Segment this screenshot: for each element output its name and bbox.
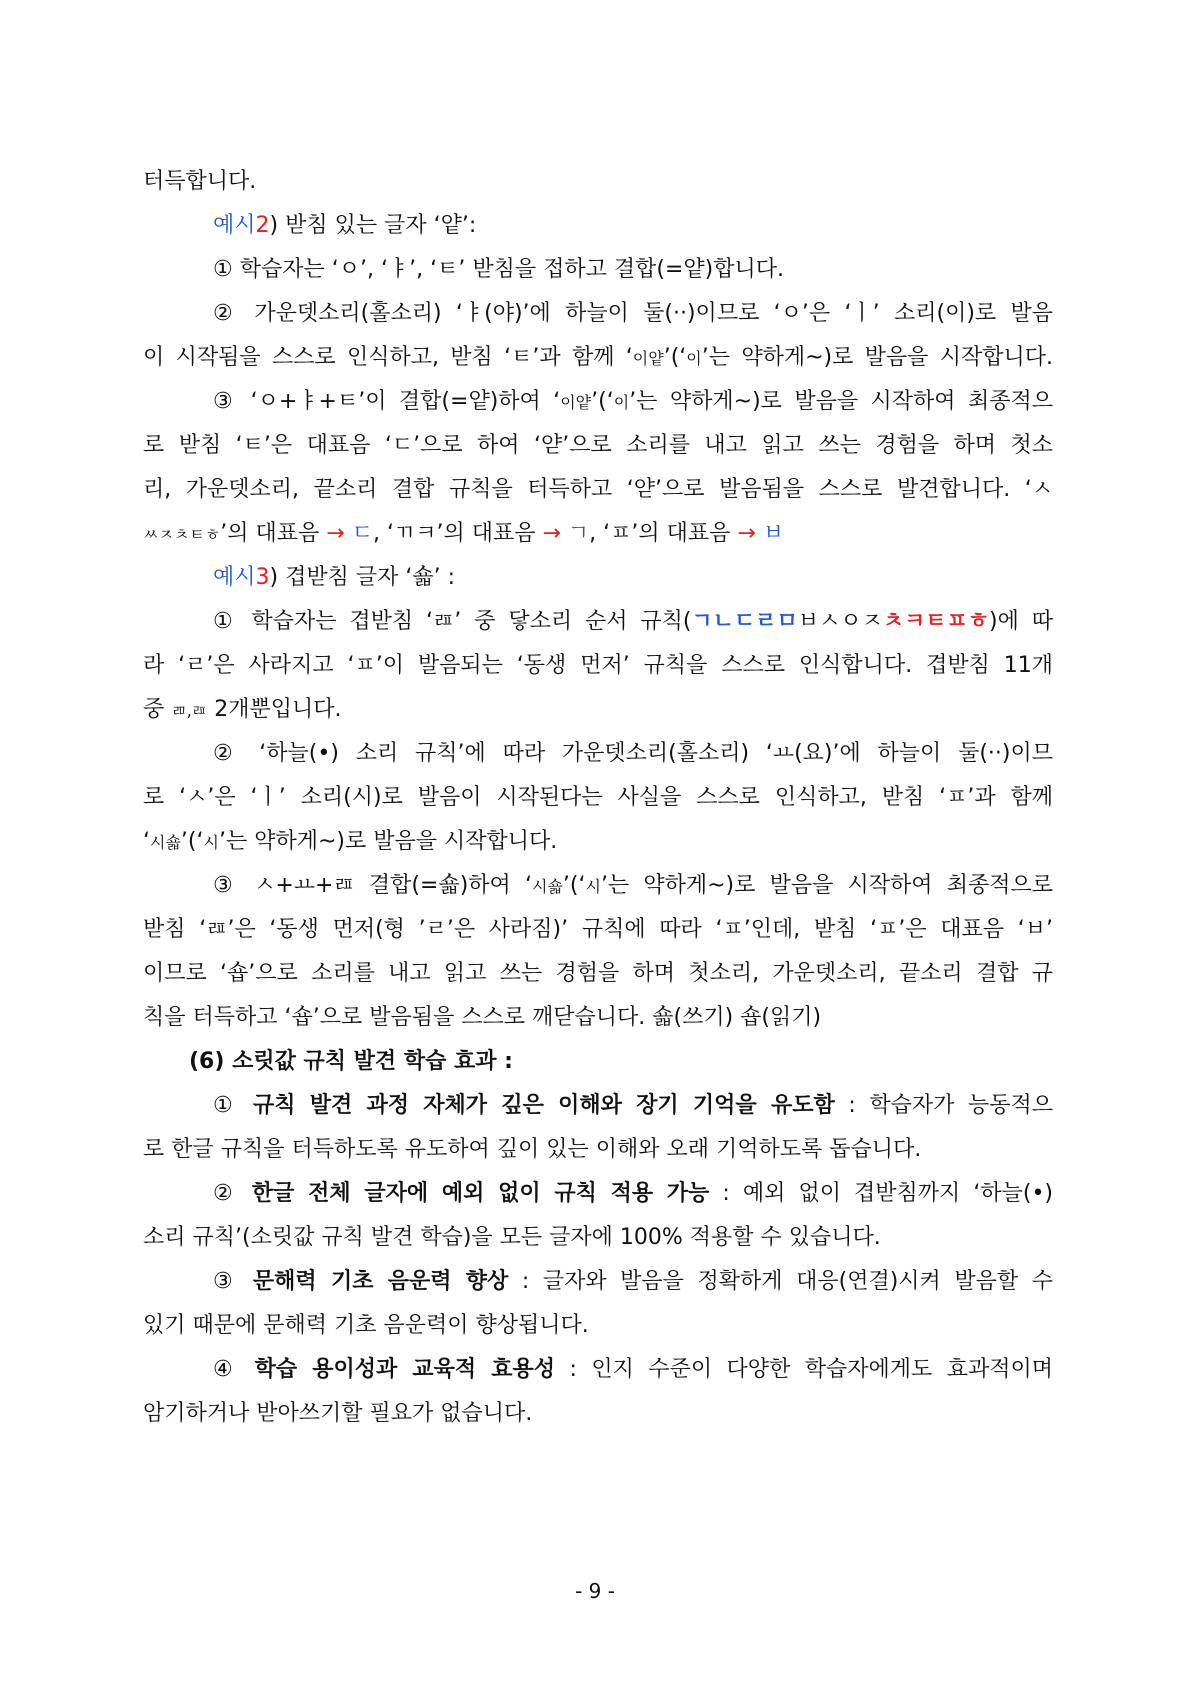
arrow-icon: →: [326, 521, 345, 546]
text-line: 칙을 터득하고 ‘숍’으로 발음됨을 스스로 깨닫습니다. 숇(쓰기) 숍(읽기): [143, 1005, 822, 1030]
section-heading: (6) 소릿값 규칙 발견 학습 효과 :: [189, 1049, 513, 1074]
text-line: ① 학습자는 겹받침 ‘ㄿ’ 중 닿소리 순서 규칙(ㄱㄴㄷㄹㅁㅂㅅㅇㅈㅊㅋㅌㅍㅎ)에 따: [213, 609, 1053, 634]
text-line: 터득합니다.: [143, 169, 257, 194]
text-line: 라 ‘ㄹ’은 사라지고 ‘ㅍ’이 발음되는 ‘동생 먼저’ 규칙을 스스로 인식합니다. 겹받침 11개: [143, 653, 1053, 678]
text-line: 리, 가운뎃소리, 끝소리 결합 규칙을 터득하고 ‘얃’으로 발음됨을 스스로 발견합니다. ‘ㅅ: [143, 477, 1053, 502]
example-3-heading: 예시3) 겹받침 글자 ‘숇’ :: [213, 565, 455, 590]
text-line: 중 ㄻ,ㄿ 2개뿐입니다.: [143, 697, 342, 722]
text-line: 받침 ‘ㄿ’은 ‘동생 먼저(형 ’ㄹ’은 사라짐)’ 규칙에 따라 ‘ㅍ’인데, 받침 ‘ㅍ’은 대표음 ‘ㅂ’: [143, 917, 1053, 942]
text-line: 암기하거나 받아쓰기할 필요가 없습니다.: [143, 1401, 533, 1426]
page-number: - 9 -: [575, 1579, 615, 1603]
text-line: 로 한글 규칙을 터득하도록 유도하여 깊이 있는 이해와 오래 기억하도록 돕습니다.: [143, 1137, 922, 1162]
text-line: 이므로 ‘숍’으로 소리를 내고 읽고 쓰는 경험을 하며 첫소리, 가운뎃소리, 끝소리 결합 규: [143, 961, 1053, 986]
text-line: ② ‘하늘(•) 소리 규칙’에 따라 가운뎃소리(홀소리) ‘ㅛ(요)’에 하늘이 둘(··)이므: [213, 741, 1053, 766]
text-line: 로 받침 ‘ㅌ’은 대표음 ‘ㄷ’으로 하여 ‘얃’으로 소리를 내고 읽고 쓰는 경험을 하며 첫소: [143, 433, 1053, 458]
text-line: 로 ‘ㅅ’은 ‘ㅣ’ 소리(시)로 발음이 시작된다는 사실을 스스로 인식하고, 받침 ‘ㅍ’과 함께: [143, 785, 1053, 810]
representative-sounds-line: ㅆㅈㅊㅌㅎ’의 대표음 → ㄷ, ‘ㄲㅋ’의 대표음 → ㄱ, ‘ㅍ’의 대표음 → ㅂ: [143, 521, 785, 546]
text-line: ① 규칙 발견 과정 자체가 깊은 이해와 장기 기억을 유도함 : 학습자가 능동적으: [213, 1093, 1053, 1118]
text-line: 소리 규칙’(소릿값 규칙 발견 학습)을 모든 글자에 100% 적용할 수 있습니다.: [143, 1225, 881, 1250]
text-line: ② 한글 전체 글자에 예외 없이 규칙 적용 가능 : 예외 없이 겹받침까지 ‘하늘(•): [213, 1181, 1053, 1206]
text-line: ① 학습자는 ‘ㅇ’, ‘ㅑ’, ‘ㅌ’ 받침을 접하고 결합(=얕)합니다.: [213, 257, 785, 282]
text-line: 있기 때문에 문해력 기초 음운력이 향상됩니다.: [143, 1313, 589, 1338]
arrow-icon: →: [737, 521, 756, 546]
text-line: ② 가운뎃소리(홀소리) ‘ㅑ(야)’에 하늘이 둘(··)이므로 ‘ㅇ’은 ‘ㅣ’ 소리(이)로 발음: [213, 301, 1053, 326]
text-line: ‘시숇’(‘시’는 약하게~)로 발음을 시작합니다.: [143, 829, 558, 854]
example-2-heading: 예시2) 받침 있는 글자 ‘얕’:: [213, 213, 477, 238]
text-line: ③ ㅅ+ㅛ+ㄿ 결합(=숇)하여 ‘시숇’(‘시’는 약하게~)로 발음을 시작하여 최종적으로: [213, 873, 1053, 898]
text-line: ③ 문해력 기초 음운력 향상 : 글자와 발음을 정확하게 대응(연결)시켜 발음할 수: [213, 1269, 1053, 1294]
text-line: 이 시작됨을 스스로 인식하고, 받침 ‘ㅌ’과 함께 ‘이얕’(‘이’는 약하게~)로 발음을 시작합니다.: [143, 345, 1053, 370]
text-line: ④ 학습 용이성과 교육적 효용성 : 인지 수준이 다양한 학습자에게도 효과적이며: [213, 1357, 1053, 1382]
text-line: ③ ‘ㅇ+ㅑ+ㅌ’이 결합(=얕)하여 ‘이얕’(‘이’는 약하게~)로 발음을 시작하여 최종적으: [213, 389, 1053, 414]
arrow-icon: →: [542, 521, 561, 546]
